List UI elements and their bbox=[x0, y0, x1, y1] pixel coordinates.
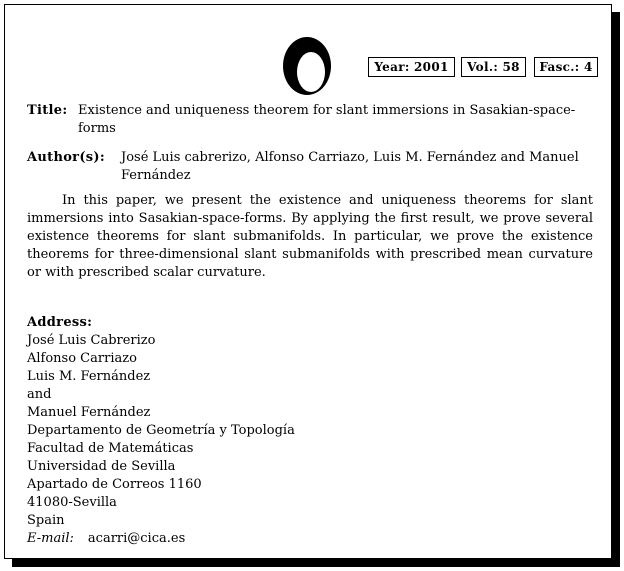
year-badge: Year: 2001 bbox=[368, 57, 455, 77]
journal-logo-icon bbox=[281, 35, 333, 97]
email-link[interactable]: acarri@cica.es bbox=[87, 531, 186, 546]
address-line: Luis M. Fernández bbox=[27, 369, 151, 384]
volume-badge: Vol.: 58 bbox=[461, 57, 526, 77]
address-line: and bbox=[27, 387, 52, 402]
address-line: 41080-Sevilla bbox=[27, 495, 117, 510]
address-section bbox=[27, 314, 295, 548]
abstract-text: In this paper, we present the existence and uniqueness theorems for slant immersions into Sasakian-space-forms. By applying the first result, we prove several existence theorems for slant submanifolds. In particular, we prove the existence theorems for three-dimensional slant submanifolds with prescribed mean curvature or with prescribed scalar curvature. bbox=[27, 193, 593, 280]
title-section bbox=[27, 102, 593, 138]
authors-label: Author(s): bbox=[27, 150, 105, 165]
document-page bbox=[4, 4, 612, 559]
address-line: Apartado de Correos 1160 bbox=[27, 477, 202, 492]
address-line: Universidad de Sevilla bbox=[27, 459, 176, 474]
address-line: Spain bbox=[27, 513, 65, 528]
paper-title: Existence and uniqueness theorem for slant immersions in Sasakian-space-forms bbox=[78, 103, 576, 136]
address-label: Address: bbox=[27, 315, 93, 330]
email-label: E-mail: bbox=[27, 531, 74, 546]
authors-section bbox=[27, 149, 593, 185]
address-line: Alfonso Carriazo bbox=[27, 351, 137, 366]
authors-list: José Luis cabrerizo, Alfonso Carriazo, Luis M. Fernández and Manuel Fernández bbox=[121, 150, 579, 183]
address-line: Facultad de Matemáticas bbox=[27, 441, 194, 456]
address-line: Manuel Fernández bbox=[27, 405, 151, 420]
address-line: José Luis Cabrerizo bbox=[27, 333, 156, 348]
title-label: Title: bbox=[27, 103, 68, 118]
fascicle-badge: Fasc.: 4 bbox=[534, 57, 598, 77]
email-line bbox=[27, 530, 295, 548]
address-line: Departamento de Geometría y Topología bbox=[27, 423, 295, 438]
